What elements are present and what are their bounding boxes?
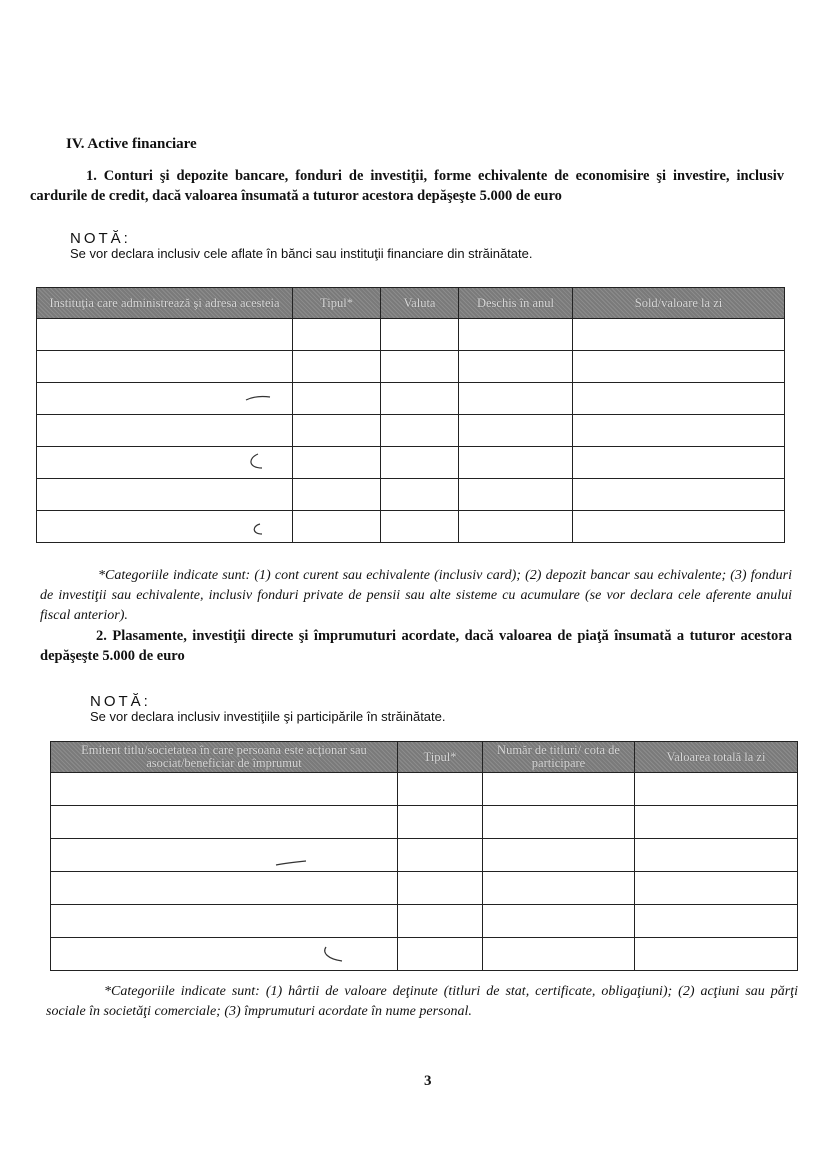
table-row (37, 479, 785, 511)
header-issuer: Emitent titlu/societatea în care persoana este acţionar sau asociat/beneficiar de împrumut (51, 742, 398, 773)
part2-nota-text: Se vor declara inclusiv investiţiile şi participările în străinătate. (90, 709, 446, 724)
part2-heading (40, 626, 792, 666)
section-title: IV. Active financiare (66, 136, 197, 152)
page-number: 3 (424, 1073, 432, 1089)
table-row (51, 872, 798, 905)
pen-mark (325, 947, 342, 961)
pen-mark (246, 396, 270, 400)
part1-footnote-text: *Categoriile indicate sunt: (1) cont curent sau echivalente (inclusiv card); (2) depozit bancar sau echivalente; (3) fonduri de investiţii sau echivalente, inclusiv fonduri private de pensii sau alte sisteme cu acumulare (se vor declara cele aferente anului fiscal anterior). (40, 568, 792, 623)
investments-table (50, 741, 798, 971)
table-row (37, 383, 785, 415)
header-balance: Sold/valoare la zi (573, 288, 785, 319)
header-type: Tipul* (398, 742, 483, 773)
part2-nota-label: NOTĂ: (90, 693, 151, 710)
table-row (37, 447, 785, 479)
part2-heading-text: 2. Plasamente, investiţii directe şi împrumuturi acordate, dacă valoarea de piaţă însumată a tuturor acestora depăşeşte 5.000 de euro (40, 628, 792, 664)
part1-footnote (40, 566, 792, 626)
header-total-value: Valoarea totală la zi (635, 742, 798, 773)
pen-mark (251, 454, 262, 468)
header-institution: Instituţia care administrează şi adresa acesteia (37, 288, 293, 319)
handwritten-marks-table2 (270, 855, 350, 970)
bank-accounts-table (36, 287, 785, 543)
pen-mark (276, 861, 306, 865)
header-opened-year: Deschis în anul (459, 288, 573, 319)
table-row (37, 351, 785, 383)
table-row (51, 839, 798, 872)
table-row (37, 319, 785, 351)
table-row (51, 905, 798, 938)
part1-nota-text: Se vor declara inclusiv cele aflate în bănci sau instituţii financiare din străinătate. (70, 246, 533, 261)
header-shares: Număr de titluri/ cota de participare (483, 742, 635, 773)
handwritten-marks-table1 (238, 390, 278, 540)
part2-footnote-text: *Categoriile indicate sunt: (1) hârtii de valoare deţinute (titluri de stat, certificate, obligaţiuni); (2) acţiuni sau părţi sociale în societăţi comerciale; (3) împrumuturi acordate în nume personal. (46, 984, 798, 1019)
part1-nota-label: NOTĂ: (70, 230, 131, 247)
table-row (51, 938, 798, 971)
pen-mark (254, 524, 262, 534)
part1-heading-text: 1. Conturi şi depozite bancare, fonduri de investiţii, forme echivalente de economisire şi investire, inclusiv cardurile de credit, dacă valoarea însumată a tuturor acestora depăşeşte 5.000 de euro (30, 168, 784, 204)
part1-heading (30, 166, 784, 206)
header-currency: Valuta (381, 288, 459, 319)
header-type: Tipul* (293, 288, 381, 319)
table-row (37, 511, 785, 543)
part2-footnote (46, 982, 798, 1022)
table-row (51, 806, 798, 839)
table-row (37, 415, 785, 447)
table-row (51, 773, 798, 806)
